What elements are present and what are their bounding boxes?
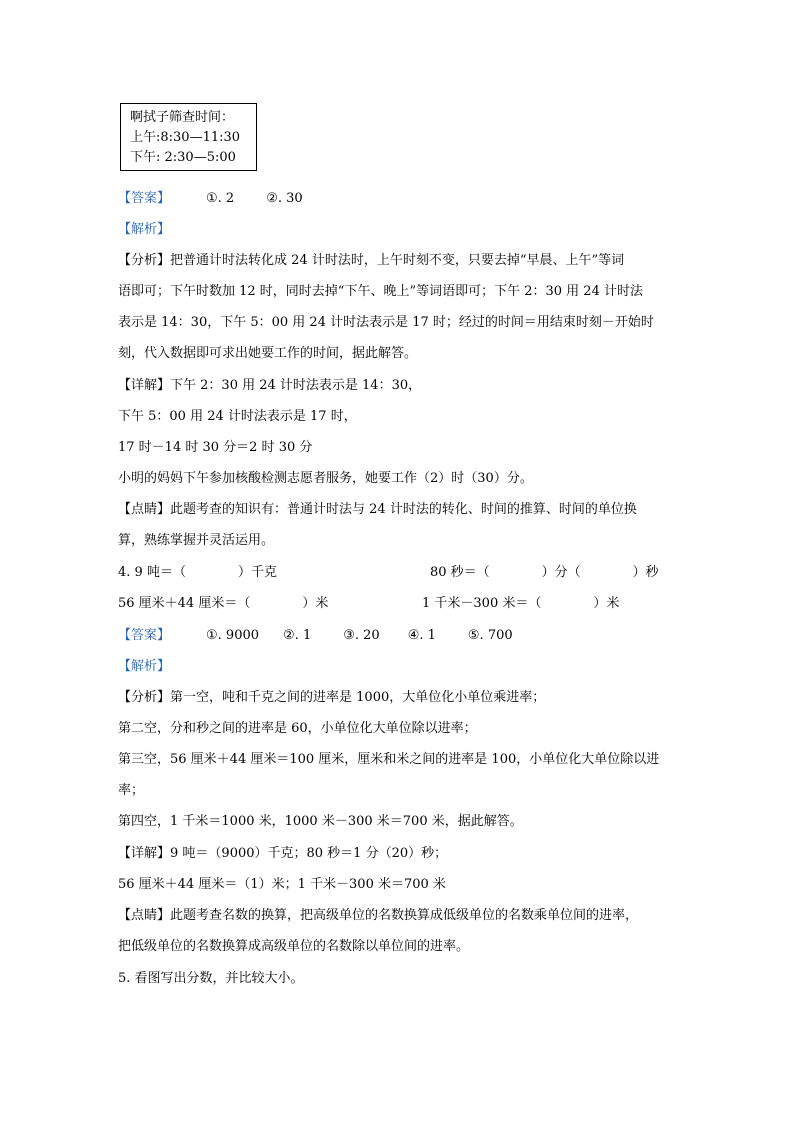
q3-xiangjie-line-2: 下午 5：00 用 24 计时法表示是 17 时， (118, 409, 357, 424)
screening-time-notice (120, 103, 257, 171)
notice-morning: 上午:8:30—11:30 (130, 130, 241, 145)
fenxi-text: 把普通计时法转化成 24 计时法时，上午时刻不变，只要去掉“早晨、上午”等词 (170, 253, 625, 268)
answer-item: ②. 30 (266, 191, 303, 206)
q3-xiangjie-line-1 (118, 374, 421, 393)
dianjing-tag: 【点睛】 (118, 502, 171, 517)
q3-answer-line (118, 187, 303, 206)
q4-fenxi-line-1 (118, 686, 545, 705)
q4-xiangjie-line-2: 56 厘米＋44 厘米＝（1）米；1 千米－300 米＝700 米 (118, 877, 446, 892)
xiangjie-text: 9 吨＝（9000）千克；80 秒＝1 分（20）秒； (170, 846, 448, 861)
answer-tag: 【答案】 (118, 191, 171, 206)
q4-dianjing-line-1 (118, 904, 638, 923)
q4-row-1-right: 80 秒＝（ ）分（ ）秒 (430, 565, 659, 580)
q4-fenxi-line-3: 第三空，56 厘米＋44 厘米＝100 厘米，厘米和米之间的进率是 100，小单位化大单位除以进 (118, 752, 660, 767)
q3-fenxi-line-2: 语即可；下午时数加 12 时，同时去掉“下午、晚上”等词语即可；下午 2：30 用 24 计时法 (118, 284, 643, 299)
answer-tag: 【答案】 (118, 628, 171, 643)
q4-fenxi-line-4: 率； (118, 783, 145, 798)
q4-xiangjie-line-1 (118, 842, 447, 861)
q4-answer-line (118, 624, 513, 643)
xiangjie-text: 下午 2：30 用 24 计时法表示是 14：30， (170, 378, 422, 393)
q3-fenxi-line-1 (118, 249, 624, 268)
q4-row-2-right: 1 千米－300 米＝（ ）米 (422, 596, 620, 611)
notice-afternoon: 下午: 2:30—5:00 (130, 150, 236, 165)
q3-dianjing-line-2: 算，熟练掌握并灵活运用。 (118, 533, 275, 548)
q3-xiangjie-line-3: 17 时－14 时 30 分＝2 时 30 分 (118, 440, 313, 455)
fenxi-tag: 【分析】 (118, 690, 171, 705)
analysis-tag: 【解析】 (118, 659, 171, 674)
q4-dianjing-line-2: 把低级单位的名数换算成高级单位的名数除以单位间的进率。 (118, 939, 470, 954)
q3-fenxi-line-4: 刻，代入数据即可求出她要工作的时间，据此解答。 (118, 346, 418, 361)
answer-item: ②. 1 (283, 628, 312, 643)
answer-item: ①. 2 (206, 191, 235, 206)
answer-item: ①. 9000 (206, 628, 260, 643)
q5-title: 5. 看图写出分数，并比较大小。 (118, 971, 304, 986)
dianjing-text: 此题考查名数的换算，把高级单位的名数换算成低级单位的名数乘单位间的进率， (170, 908, 639, 923)
q3-dianjing-line-1 (118, 498, 637, 517)
q4-row-1-left: 4. 9 吨＝（ ）千克 (118, 565, 277, 580)
xiangjie-tag: 【详解】 (118, 846, 171, 861)
fenxi-text: 第一空，吨和千克之间的进率是 1000，大单位化小单位乘进率； (170, 690, 546, 705)
q3-xiangjie-line-4: 小明的妈妈下午参加核酸检测志愿者服务，她要工作（2）时（30）分。 (118, 471, 533, 486)
dianjing-tag: 【点睛】 (118, 908, 171, 923)
fenxi-tag: 【分析】 (118, 253, 171, 268)
q3-fenxi-line-3: 表示是 14：30，下午 5：00 用 24 计时法表示是 17 时；经过的时间＝用结束时刻－开始时 (118, 315, 654, 330)
q4-row-2-left: 56 厘米＋44 厘米＝（ ）米 (118, 596, 329, 611)
answer-item: ⑤. 700 (467, 628, 513, 643)
notice-title: 啊拭子筛查时间： (130, 110, 235, 125)
dianjing-text: 此题考查的知识有：普通计时法与 24 计时法的转化、时间的推算、时间的单位换 (170, 502, 637, 517)
xiangjie-tag: 【详解】 (118, 378, 171, 393)
analysis-tag: 【解析】 (118, 222, 171, 237)
q4-fenxi-line-2: 第二空，分和秒之间的进率是 60，小单位化大单位除以进率； (118, 721, 477, 736)
answer-item: ③. 20 (343, 628, 380, 643)
q4-fenxi-line-5: 第四空，1 千米＝1000 米，1000 米－300 米＝700 米，据此解答。 (118, 814, 523, 829)
answer-item: ④. 1 (407, 628, 436, 643)
